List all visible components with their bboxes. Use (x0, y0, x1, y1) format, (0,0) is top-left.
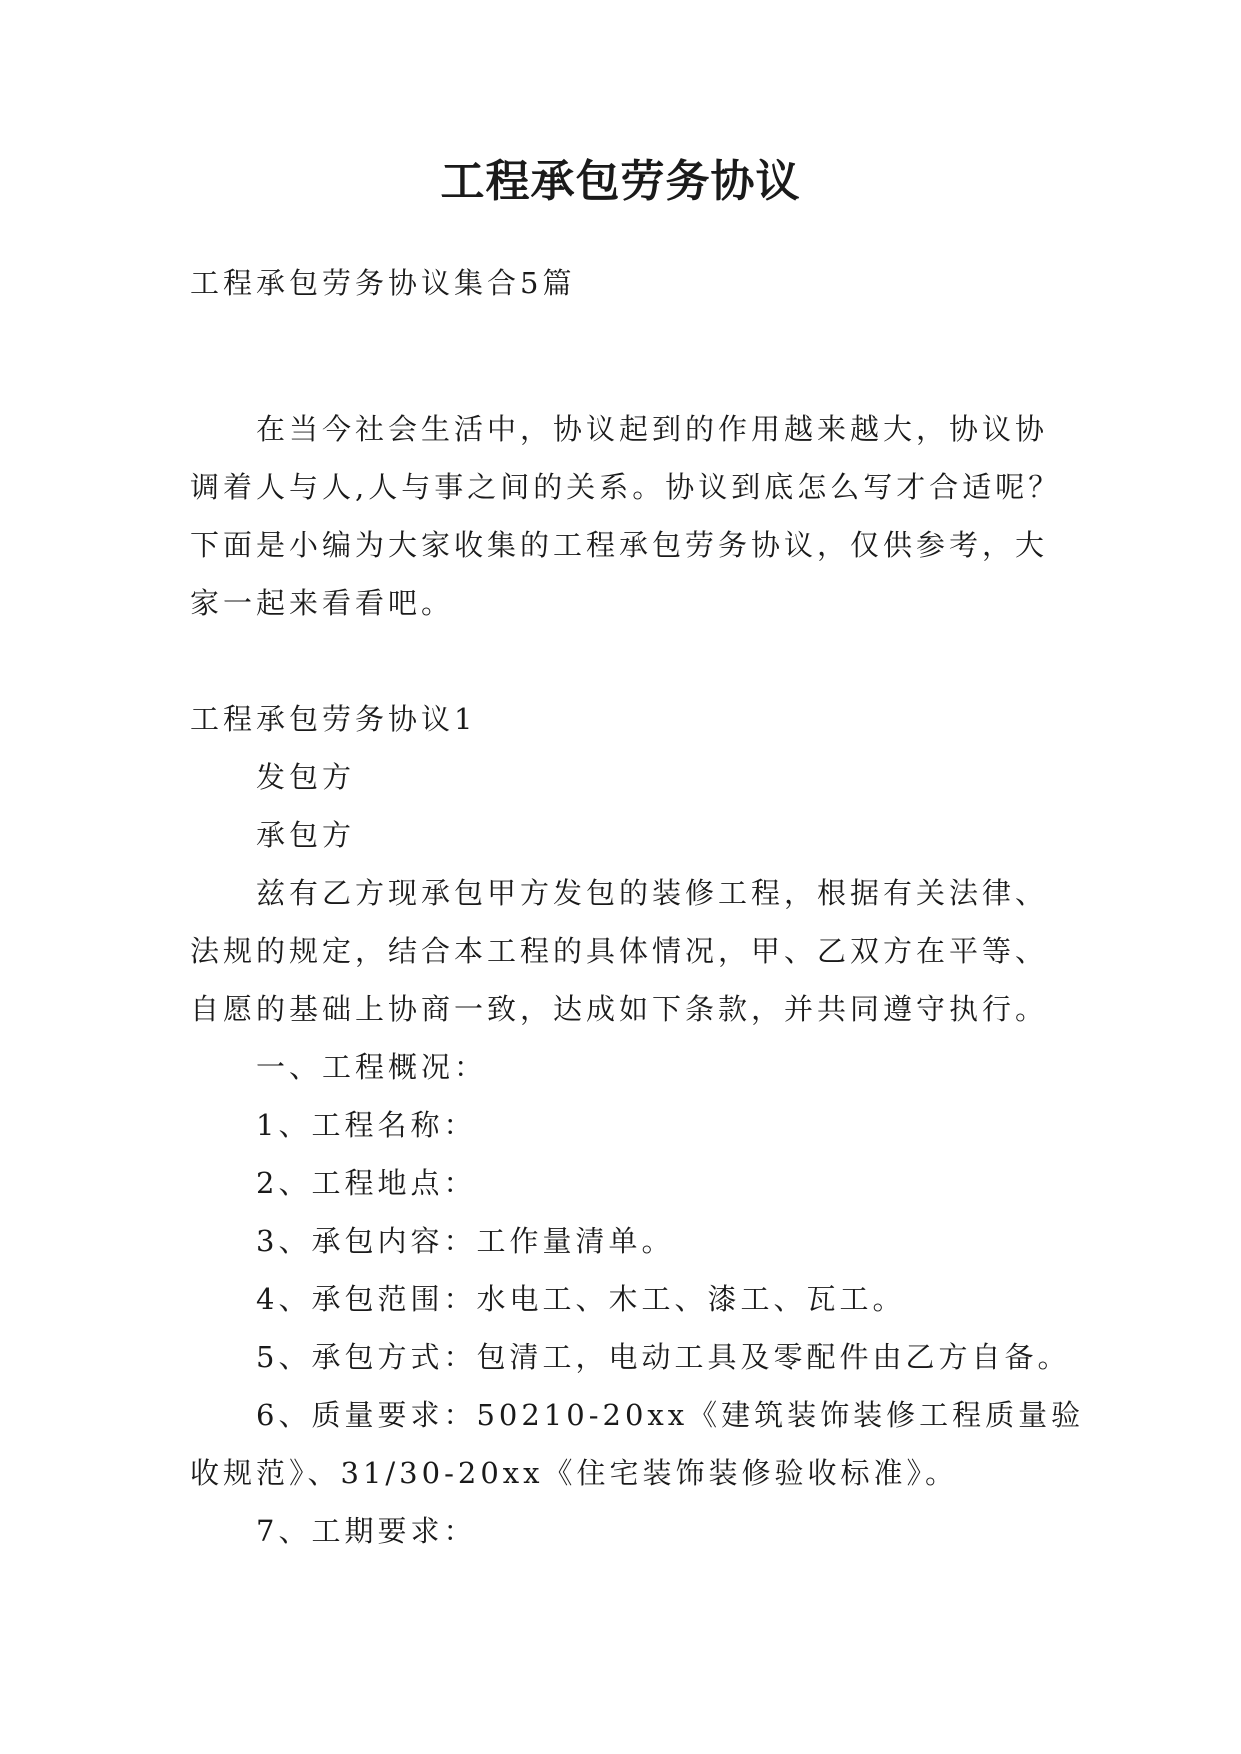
clause-heading: 一、工程概况： (256, 1050, 488, 1084)
preamble-line-1: 兹有乙方现承包甲方发包的装修工程，根据有关法律、 (256, 876, 1049, 910)
preamble-line-3: 自愿的基础上协商一致，达成如下条款，并共同遵守执行。 (190, 992, 1049, 1026)
item-1: 1、工程名称： (256, 1108, 477, 1142)
preamble-line-2: 法规的规定，结合本工程的具体情况，甲、乙双方在平等、 (190, 934, 1049, 968)
document-subtitle: 工程承包劳务协议集合5篇 (190, 266, 576, 300)
item-3: 3、承包内容：工作量清单。 (256, 1224, 675, 1258)
intro-line-4: 家一起来看看吧。 (190, 586, 455, 620)
item-6: 6、质量要求：50210-20xx《建筑装饰装修工程质量验 (256, 1398, 1085, 1432)
party-b-label: 承包方 (256, 818, 356, 852)
item-6-continuation: 收规范》、31/30-20xx《住宅装饰装修验收标准》。 (190, 1456, 958, 1490)
item-5: 5、承包方式：包清工，电动工具及零配件由乙方自备。 (256, 1340, 1071, 1374)
intro-line-1: 在当今社会生活中，协议起到的作用越来越大，协议协 (256, 412, 1049, 446)
item-2: 2、工程地点： (256, 1166, 477, 1200)
section-heading: 工程承包劳务协议1 (190, 702, 477, 736)
document-title: 工程承包劳务协议 (440, 156, 801, 207)
party-a-label: 发包方 (256, 760, 356, 794)
item-7: 7、工期要求： (256, 1514, 477, 1548)
intro-line-2: 调着人与人,人与事之间的关系。协议到底怎么写才合适呢？ (190, 470, 1062, 504)
intro-line-3: 下面是小编为大家收集的工程承包劳务协议，仅供参考，大 (190, 528, 1049, 562)
item-4: 4、承包范围：水电工、木工、漆工、瓦工。 (256, 1282, 906, 1316)
